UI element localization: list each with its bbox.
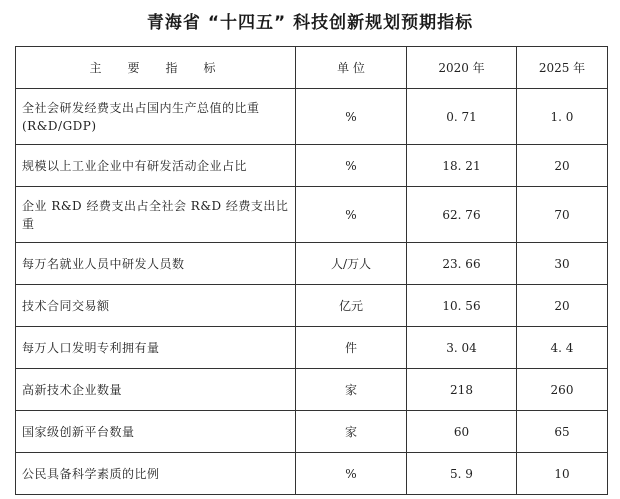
page-title: 青海省 “十四五” 科技创新规划预期指标 xyxy=(146,13,474,33)
value-2025-cell: 30 xyxy=(517,243,608,285)
value-2020-cell: 23. 66 xyxy=(407,243,517,285)
table-row xyxy=(16,411,608,453)
unit-cell: % xyxy=(296,187,407,243)
table-row xyxy=(16,453,608,495)
indicator-cell: 规模以上工业企业中有研发活动企业占比 xyxy=(16,145,296,187)
value-2025-cell: 65 xyxy=(517,411,608,453)
value-2025-cell: 260 xyxy=(517,369,608,411)
unit-cell: % xyxy=(296,453,407,495)
value-2020-cell: 10. 56 xyxy=(407,285,517,327)
value-2020-cell: 218 xyxy=(407,369,517,411)
indicator-cell: 每万名就业人员中研发人员数 xyxy=(16,243,296,285)
unit-cell: 亿元 xyxy=(296,285,407,327)
indicator-cell: 全社会研发经费支出占国内生产总值的比重(R&D/GDP) xyxy=(16,89,296,145)
value-2020-cell: 18. 21 xyxy=(407,145,517,187)
table-header-row xyxy=(16,47,608,89)
indicator-cell: 国家级创新平台数量 xyxy=(16,411,296,453)
indicator-cell: 每万人口发明专利拥有量 xyxy=(16,327,296,369)
value-2025-cell: 20 xyxy=(517,145,608,187)
table-row xyxy=(16,327,608,369)
header-2020: 2020 年 xyxy=(407,47,517,89)
indicator-cell: 技术合同交易额 xyxy=(16,285,296,327)
value-2025-cell: 1. 0 xyxy=(517,89,608,145)
header-indicator: 主要指标 xyxy=(16,47,296,89)
unit-cell: 家 xyxy=(296,411,407,453)
unit-cell: 家 xyxy=(296,369,407,411)
value-2020-cell: 5. 9 xyxy=(407,453,517,495)
unit-cell: % xyxy=(296,89,407,145)
value-2025-cell: 4. 4 xyxy=(517,327,608,369)
table-row xyxy=(16,285,608,327)
value-2025-cell: 20 xyxy=(517,285,608,327)
table-row xyxy=(16,187,608,243)
indicator-cell: 企业 R&D 经费支出占全社会 R&D 经费支出比重 xyxy=(16,187,296,243)
table-row xyxy=(16,243,608,285)
unit-cell: 件 xyxy=(296,327,407,369)
header-2025: 2025 年 xyxy=(517,47,608,89)
value-2020-cell: 62. 76 xyxy=(407,187,517,243)
table-row xyxy=(16,89,608,145)
value-2020-cell: 3. 04 xyxy=(407,327,517,369)
value-2025-cell: 10 xyxy=(517,453,608,495)
indicator-cell: 公民具备科学素质的比例 xyxy=(16,453,296,495)
table-row xyxy=(16,369,608,411)
indicators-table xyxy=(15,46,608,495)
value-2020-cell: 60 xyxy=(407,411,517,453)
value-2025-cell: 70 xyxy=(517,187,608,243)
table-row xyxy=(16,145,608,187)
header-unit: 单 位 xyxy=(296,47,407,89)
unit-cell: % xyxy=(296,145,407,187)
unit-cell: 人/万人 xyxy=(296,243,407,285)
indicator-cell: 高新技术企业数量 xyxy=(16,369,296,411)
value-2020-cell: 0. 71 xyxy=(407,89,517,145)
